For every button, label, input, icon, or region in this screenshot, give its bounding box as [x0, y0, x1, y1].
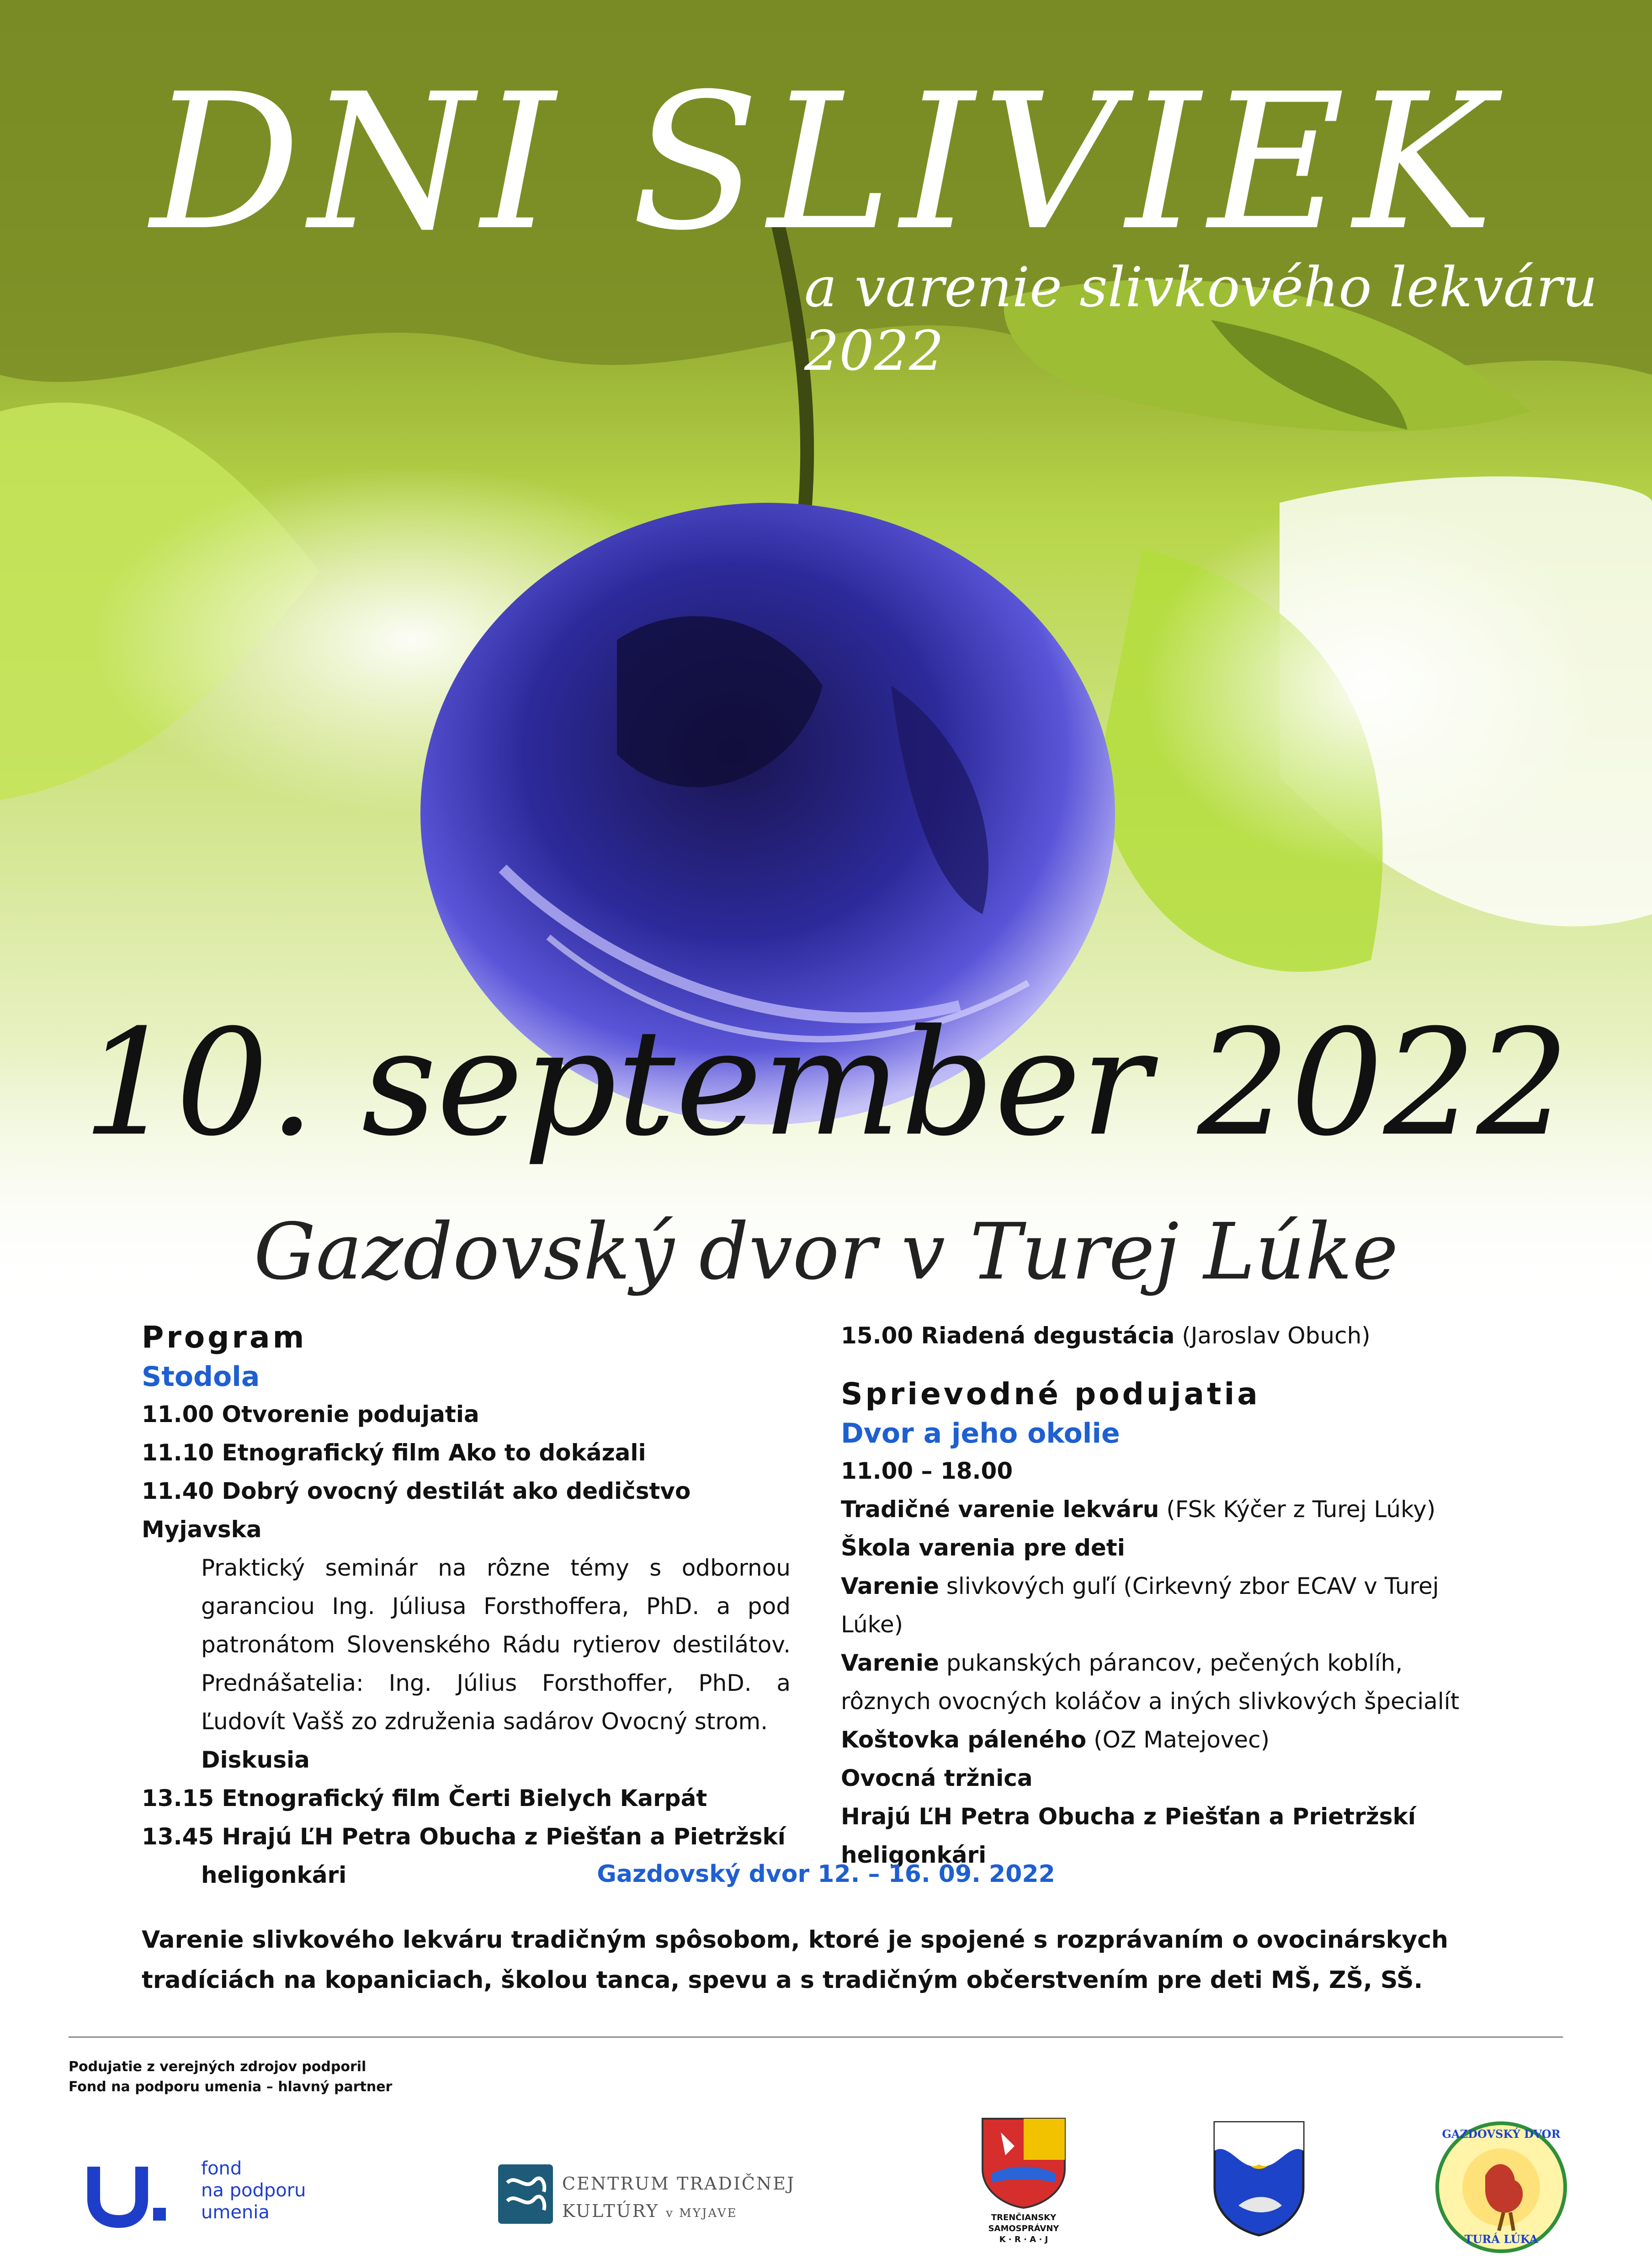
program-item: 13.15 Etnografický film Čerti Bielych Karpát — [142, 1785, 707, 1811]
tsk-line-1: TRENČIANSKY — [991, 2213, 1057, 2222]
program-location: Stodola — [142, 1361, 260, 1393]
tura-luka-coat-of-arms — [1211, 2119, 1307, 2238]
item-bold: Tradičné varenie lekváru — [841, 1496, 1159, 1523]
tasting-host: (Jaroslav Obuch) — [1174, 1322, 1370, 1349]
support-line-1: Podujatie z verejných zdrojov podporil — [69, 2059, 367, 2075]
accompanying-item — [841, 1490, 1499, 1529]
footer-paragraph: Varenie slivkového lekváru tradičným spôsobom, ktoré je spojené s rozprávaním o ovocinárskych tradíciách na kopaniciach, školou tanca, spevu a s tradičným občerstvením pre deti MŠ, ZŠ, SŠ. — [142, 1926, 1449, 1994]
fpu-u-icon — [85, 2158, 194, 2231]
accompanying-item — [841, 1644, 1499, 1721]
support-line-2: Fond na podporu umenia – hlavný partner — [69, 2079, 393, 2095]
ctk-logo — [498, 2164, 827, 2228]
accompanying-item — [841, 1759, 1499, 1797]
program-heading: Program — [142, 1320, 307, 1355]
gazdovsky-dates: Gazdovský dvor 12. – 16. 09. 2022 — [597, 1860, 1055, 1888]
program-item: 11.40 Dobrý ovocný destilát ako dedičstvo Myjavska — [142, 1478, 691, 1543]
tsk-logo — [978, 2114, 1069, 2247]
accompanying-column — [841, 1316, 1499, 1874]
item-bold: Koštovka páleného — [841, 1726, 1087, 1753]
fpu-line-2: na podporu — [201, 2180, 306, 2201]
program-discussion: Diskusia — [201, 1747, 310, 1773]
footer-divider — [69, 2036, 1563, 2038]
item-bold: Varenie — [841, 1650, 939, 1676]
item-bold: Varenie — [841, 1573, 939, 1599]
tsk-coat-of-arms-icon — [978, 2114, 1069, 2210]
event-subtitle: a varenie slivkového lekváru 2022 — [804, 256, 1598, 383]
shield-icon — [1211, 2119, 1307, 2238]
ctk-line-1: CENTRUM TRADIČNEJ — [562, 2174, 796, 2194]
item-rest: slivkových guľí (Cirkevný zbor ECAV v Turej Lúke) — [841, 1573, 1439, 1638]
item-bold: Hrajú ĽH Petra Obucha z Piešťan a Prietržskí heligonkári — [841, 1803, 1416, 1868]
ctk-line-3: v MYJAVE — [666, 2206, 738, 2220]
fpu-line-1: fond — [201, 2158, 242, 2179]
item-bold: Škola varenia pre deti — [841, 1534, 1125, 1561]
item-rest: pukanských párancov, pečených koblíh, rôznych ovocných koláčov a iných slivkových špecialít — [841, 1650, 1460, 1715]
event-date: 10. september 2022 — [82, 998, 1570, 1168]
tsk-line-2: SAMOSPRÁVNY — [988, 2224, 1059, 2233]
gazdovsky-dvor-logo — [1435, 2121, 1567, 2254]
event-title: DNI SLIVIEK — [150, 53, 1502, 272]
tsk-line-3: K · R · A · J — [999, 2235, 1048, 2244]
item-rest: (FSk Kýčer z Turej Lúky) — [1159, 1496, 1436, 1523]
item-rest: (OZ Matejovec) — [1086, 1726, 1270, 1753]
accompanying-location: Dvor a jeho okolie — [841, 1417, 1120, 1449]
accompanying-item — [841, 1529, 1499, 1567]
ctk-emblem-icon — [498, 2164, 553, 2224]
program-item: 11.10 Etnografický film Ako to dokázali — [142, 1439, 646, 1466]
accompanying-item — [841, 1721, 1499, 1759]
fpu-logo — [85, 2158, 340, 2231]
event-venue: Gazdovský dvor v Turej Lúke — [254, 1207, 1398, 1297]
gd-top-text: GAZDOVSKÝ DVOR — [1442, 2127, 1561, 2141]
tasting-title: 15.00 Riadená degustácia — [841, 1322, 1175, 1349]
gd-bottom-text: TURÁ LÚKA — [1464, 2232, 1538, 2246]
program-item-continuation: heligonkári — [201, 1862, 347, 1888]
tasting-item — [841, 1316, 1499, 1355]
accompanying-item — [841, 1567, 1499, 1644]
fpu-line-3: umenia — [201, 2202, 270, 2223]
seminar-description: Praktický seminár na rôzne témy s odbornou garanciou Ing. Júliusa Forsthoffera, PhD. a pod patronátom Slovenského Rádu rytierov destilátov. Prednášatelia: Ing. Július Forsthoffer, PhD. a Ľudovít Vašš zo združenia sadárov Ovocný strom. — [201, 1555, 791, 1735]
accompanying-time: 11.00 – 18.00 — [841, 1458, 1013, 1484]
accompanying-heading: Sprievodné podujatia — [841, 1376, 1260, 1412]
program-column — [142, 1316, 791, 1894]
item-bold: Ovocná tržnica — [841, 1765, 1033, 1791]
program-item: 11.00 Otvorenie podujatia — [142, 1401, 479, 1428]
ctk-line-2: KULTÚRY — [562, 2201, 659, 2221]
program-item: 13.45 Hrajú ĽH Petra Obucha z Piešťan a Pietržskí — [142, 1823, 786, 1850]
